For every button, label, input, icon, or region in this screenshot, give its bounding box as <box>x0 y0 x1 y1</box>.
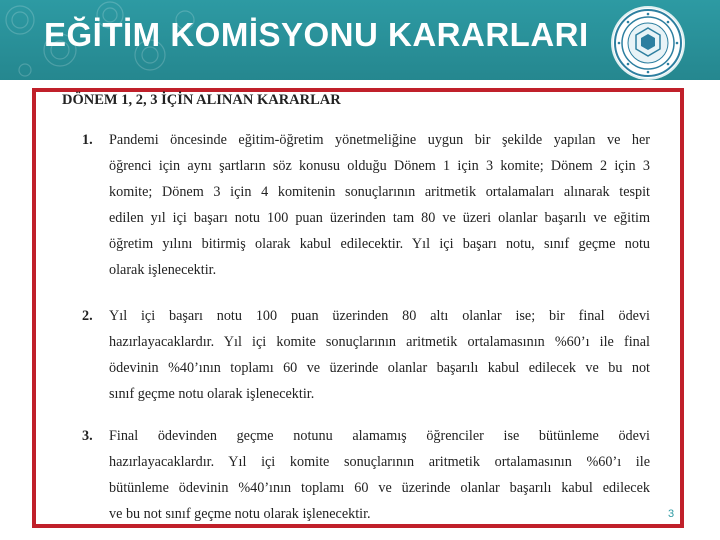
item-line: komite; Dönem 3 için 4 komitenin sonuçlarının aritmetik ortalamaları alınarak tespit <box>109 184 650 200</box>
university-seal-logo <box>613 8 683 78</box>
item-line: ve bu not sınıf geçme notu olarak işlenecektir. <box>109 506 371 522</box>
item-line: Pandemi öncesinde eğitim-öğretim yönetmeliğine uygun bir şekilde yapılan ve her <box>109 132 650 148</box>
item-number: 2. <box>82 308 93 324</box>
item-line: bütünleme ödevinin %40’ının toplamı 60 ve üzerinde olanlar başarılı kabul edilecek <box>109 480 650 496</box>
item-line: ödevinin %40’ının toplamı 60 ve üzerinde olanlar başarılı kabul edilecek ve bu not <box>109 360 650 376</box>
document-heading: DÖNEM 1, 2, 3 İÇİN ALINAN KARARLAR <box>62 92 341 108</box>
item-line: öğrenci için aynı şartların söz konusu olduğu Dönem 1 için 3 komite; Dönem 2 için 3 <box>109 158 650 174</box>
slide-header <box>0 0 720 80</box>
slide-title: EĞİTİM KOMİSYONU KARARLARI <box>44 16 589 53</box>
item-line: öğretim yılını bitirmiş olarak kabul edilecektir. Yıl içi başarı notu, sınıf geçme notu <box>109 236 650 252</box>
item-line: Yıl içi başarı notu 100 puan üzerinden 80 altı olanlar ise; bir final ödevi <box>109 308 650 324</box>
item-line: hazırlayacaklardır. Yıl içi komite sonuçlarının aritmetik ortalamasının %60’ı ile <box>109 454 650 470</box>
item-line: olarak işlenecektir. <box>109 262 217 278</box>
item-line: edilen yıl içi başarı notu 100 puan üzerinden tam 80 ve üzeri olanlar başarılı ve eğitim <box>109 210 650 226</box>
item-line: hazırlayacaklardır. Yıl içi komite sonuçlarının aritmetik ortalamasının %60’ı ile final <box>109 334 650 350</box>
item-line: sınıf geçme notu olarak işlenecektir. <box>109 386 315 402</box>
page-number: 3 <box>668 508 675 520</box>
item-line: Final ödevinden geçme notunu alamamış öğrenciler ise bütünleme ödevi <box>109 428 650 444</box>
item-number: 3. <box>82 428 93 444</box>
item-number: 1. <box>82 132 93 148</box>
